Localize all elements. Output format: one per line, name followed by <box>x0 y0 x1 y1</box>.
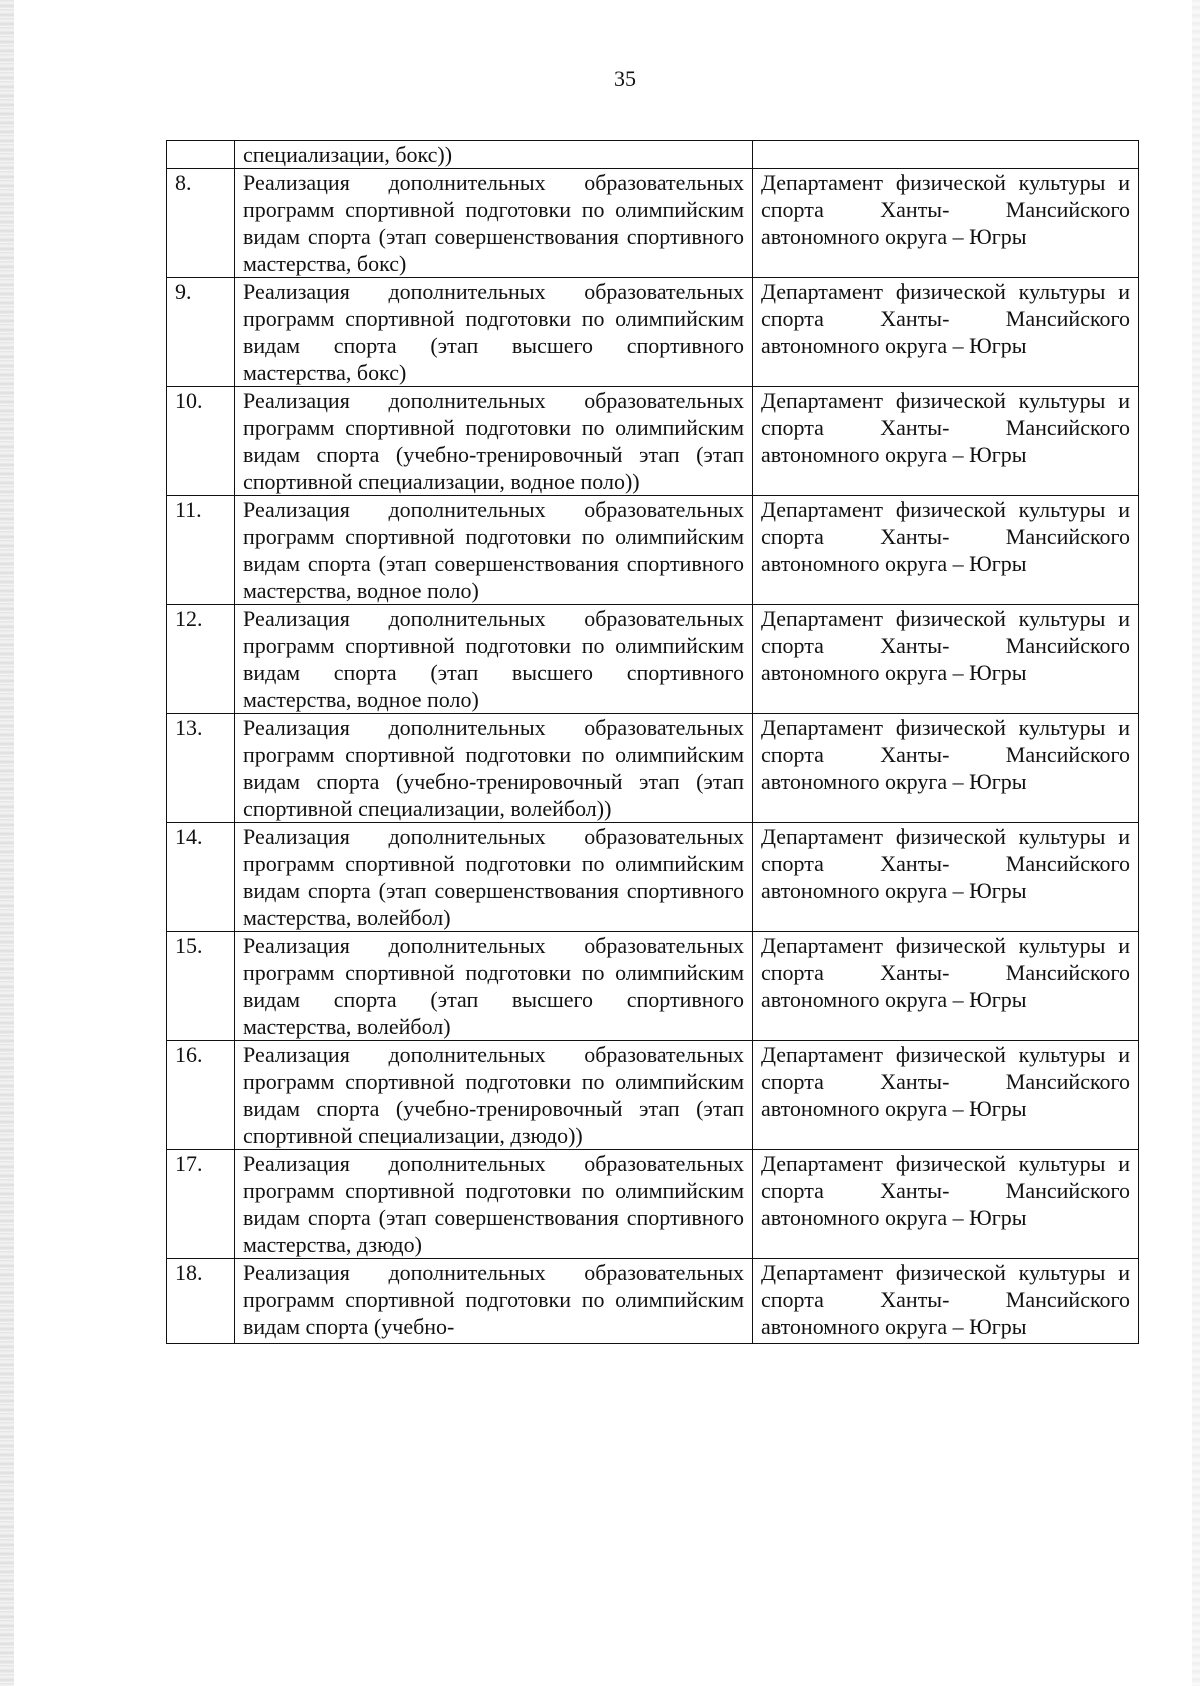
row-number: 9. <box>167 278 235 387</box>
row-responsible: Департамент физической культуры и спорта Ханты- Мансийского автономного округа – Югры <box>753 932 1139 1041</box>
row-responsible: Департамент физической культуры и спорта Ханты- Мансийского автономного округа – Югры <box>753 278 1139 387</box>
row-number: 11. <box>167 496 235 605</box>
table-row <box>167 169 1139 278</box>
table-row <box>167 823 1139 932</box>
row-responsible: Департамент физической культуры и спорта Ханты- Мансийского автономного округа – Югры <box>753 823 1139 932</box>
row-description: Реализация дополнительных образовательных программ спортивной подготовки по олимпийским видам спорта (этап высшего спортивного мастерства, бокс) <box>235 278 753 387</box>
table-row <box>167 1041 1139 1150</box>
table-row <box>167 387 1139 496</box>
table-row-continuation <box>167 141 1139 169</box>
table-row <box>167 1259 1139 1344</box>
table-row <box>167 932 1139 1041</box>
row-description: Реализация дополнительных образовательных программ спортивной подготовки по олимпийским видам спорта (учебно-тренировочный этап (этап спортивной специализации, дзюдо)) <box>235 1041 753 1150</box>
page-number: 35 <box>614 66 636 91</box>
row-number: 10. <box>167 387 235 496</box>
row-description: Реализация дополнительных образовательных программ спортивной подготовки по олимпийским видам спорта (этап совершенствования спортивного мастерства, бокс) <box>235 169 753 278</box>
row-number: 14. <box>167 823 235 932</box>
row-number: 13. <box>167 714 235 823</box>
row-responsible <box>753 141 1139 169</box>
row-responsible: Департамент физической культуры и спорта Ханты- Мансийского автономного округа – Югры <box>753 1150 1139 1259</box>
row-description: Реализация дополнительных образовательных программ спортивной подготовки по олимпийским видам спорта (учебно- <box>235 1259 753 1344</box>
row-responsible: Департамент физической культуры и спорта Ханты- Мансийского автономного округа – Югры <box>753 169 1139 278</box>
row-description: Реализация дополнительных образовательных программ спортивной подготовки по олимпийским видам спорта (этап высшего спортивного мастерства, водное поло) <box>235 605 753 714</box>
table-row <box>167 496 1139 605</box>
scan-edge-left <box>0 0 14 1686</box>
row-description: специализации, бокс)) <box>235 141 753 169</box>
row-number: 12. <box>167 605 235 714</box>
row-description: Реализация дополнительных образовательных программ спортивной подготовки по олимпийским видам спорта (учебно-тренировочный этап (этап спортивной специализации, волейбол)) <box>235 714 753 823</box>
row-responsible: Департамент физической культуры и спорта Ханты- Мансийского автономного округа – Югры <box>753 714 1139 823</box>
row-number: 15. <box>167 932 235 1041</box>
table-row <box>167 605 1139 714</box>
row-responsible: Департамент физической культуры и спорта Ханты- Мансийского автономного округа – Югры <box>753 496 1139 605</box>
row-description: Реализация дополнительных образовательных программ спортивной подготовки по олимпийским видам спорта (этап совершенствования спортивного мастерства, дзюдо) <box>235 1150 753 1259</box>
table-row <box>167 714 1139 823</box>
row-number: 8. <box>167 169 235 278</box>
table-row <box>167 1150 1139 1259</box>
table-row <box>167 278 1139 387</box>
scan-edge-right <box>1192 0 1200 1686</box>
row-number: 16. <box>167 1041 235 1150</box>
row-responsible: Департамент физической культуры и спорта Ханты- Мансийского автономного округа – Югры <box>753 1259 1139 1344</box>
row-responsible: Департамент физической культуры и спорта Ханты- Мансийского автономного округа – Югры <box>753 387 1139 496</box>
row-number: 18. <box>167 1259 235 1344</box>
row-description: Реализация дополнительных образовательных программ спортивной подготовки по олимпийским видам спорта (этап совершенствования спортивного мастерства, волейбол) <box>235 823 753 932</box>
row-responsible: Департамент физической культуры и спорта Ханты- Мансийского автономного округа – Югры <box>753 605 1139 714</box>
row-responsible: Департамент физической культуры и спорта Ханты- Мансийского автономного округа – Югры <box>753 1041 1139 1150</box>
programs-table <box>166 140 1139 1344</box>
row-number <box>167 141 235 169</box>
row-description: Реализация дополнительных образовательных программ спортивной подготовки по олимпийским видам спорта (этап совершенствования спортивного мастерства, водное поло) <box>235 496 753 605</box>
row-number: 17. <box>167 1150 235 1259</box>
row-description: Реализация дополнительных образовательных программ спортивной подготовки по олимпийским видам спорта (этап высшего спортивного мастерства, волейбол) <box>235 932 753 1041</box>
row-description: Реализация дополнительных образовательных программ спортивной подготовки по олимпийским видам спорта (учебно-тренировочный этап (этап спортивной специализации, водное поло)) <box>235 387 753 496</box>
